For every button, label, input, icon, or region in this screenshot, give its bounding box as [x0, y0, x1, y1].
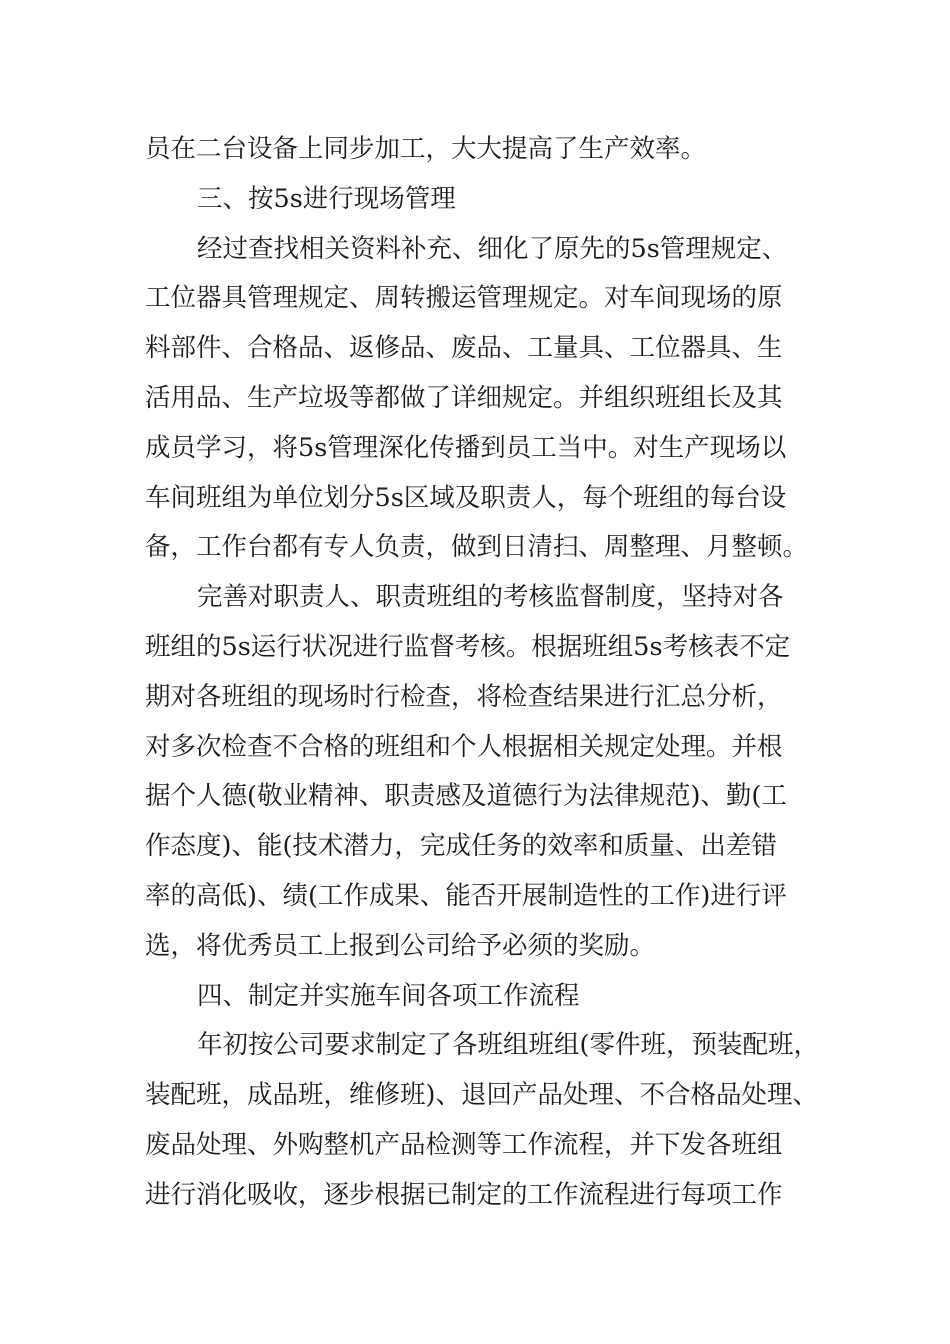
text-line: 员在二台设备上同步加工，大大提高了生产效率。	[145, 134, 707, 164]
text-line: 班组的5s运行状况进行监督考核。根据班组5s考核表不定	[145, 631, 791, 662]
text-line: 经过查找相关资料补充、细化了原先的5s管理规定、	[197, 233, 788, 264]
text-line: 作态度)、能(技术潜力，完成任务的效率和质量、出差错	[145, 831, 777, 862]
text-line: 工位器具管理规定、周转搬运管理规定。对车间现场的原	[145, 283, 783, 314]
text-line: 成员学习，将5s管理深化传播到员工当中。对生产现场以	[145, 432, 787, 463]
text-line: 选，将优秀员工上报到公司给予必须的奖励。	[145, 930, 656, 961]
text-line: 年初按公司要求制定了各班组班组(零件班，预装配班，	[197, 1030, 819, 1061]
text-line: 据个人德(敬业精神、职责感及道德行为法律规范)、勤(工	[145, 781, 787, 812]
text-line: 车间班组为单位划分5s区域及职责人，每个班组的每台设	[145, 482, 787, 513]
text-line: 活用品、生产垃圾等都做了详细规定。并组织班组长及其	[145, 382, 783, 413]
text-line: 进行消化吸收，逐步根据已制定的工作流程进行每项工作	[145, 1179, 783, 1210]
text-line: 废品处理、外购整机产品检测等工作流程，并下发各班组	[145, 1129, 783, 1160]
text-line: 率的高低)、绩(工作成果、能否开展制造性的工作)进行评	[145, 880, 787, 911]
text-line: 完善对职责人、职责班组的考核监督制度，坚持对各	[197, 582, 784, 613]
section-heading: 四、制定并实施车间各项工作流程	[197, 980, 580, 1011]
text-line: 期对各班组的现场时行检查，将检查结果进行汇总分析，	[145, 681, 783, 712]
section-heading: 三、按5s进行现场管理	[197, 183, 456, 214]
text-line: 对多次检查不合格的班组和个人根据相关规定处理。并根	[145, 731, 783, 762]
text-line: 装配班，成品班，维修班)、退回产品处理、不合格品处理、	[145, 1080, 818, 1111]
document-body	[145, 125, 819, 1221]
text-line: 备，工作台都有专人负责，做到日清扫、周整理、月整顿。	[145, 532, 809, 563]
text-line: 料部件、合格品、返修品、废品、工量具、工位器具、生	[145, 333, 783, 364]
